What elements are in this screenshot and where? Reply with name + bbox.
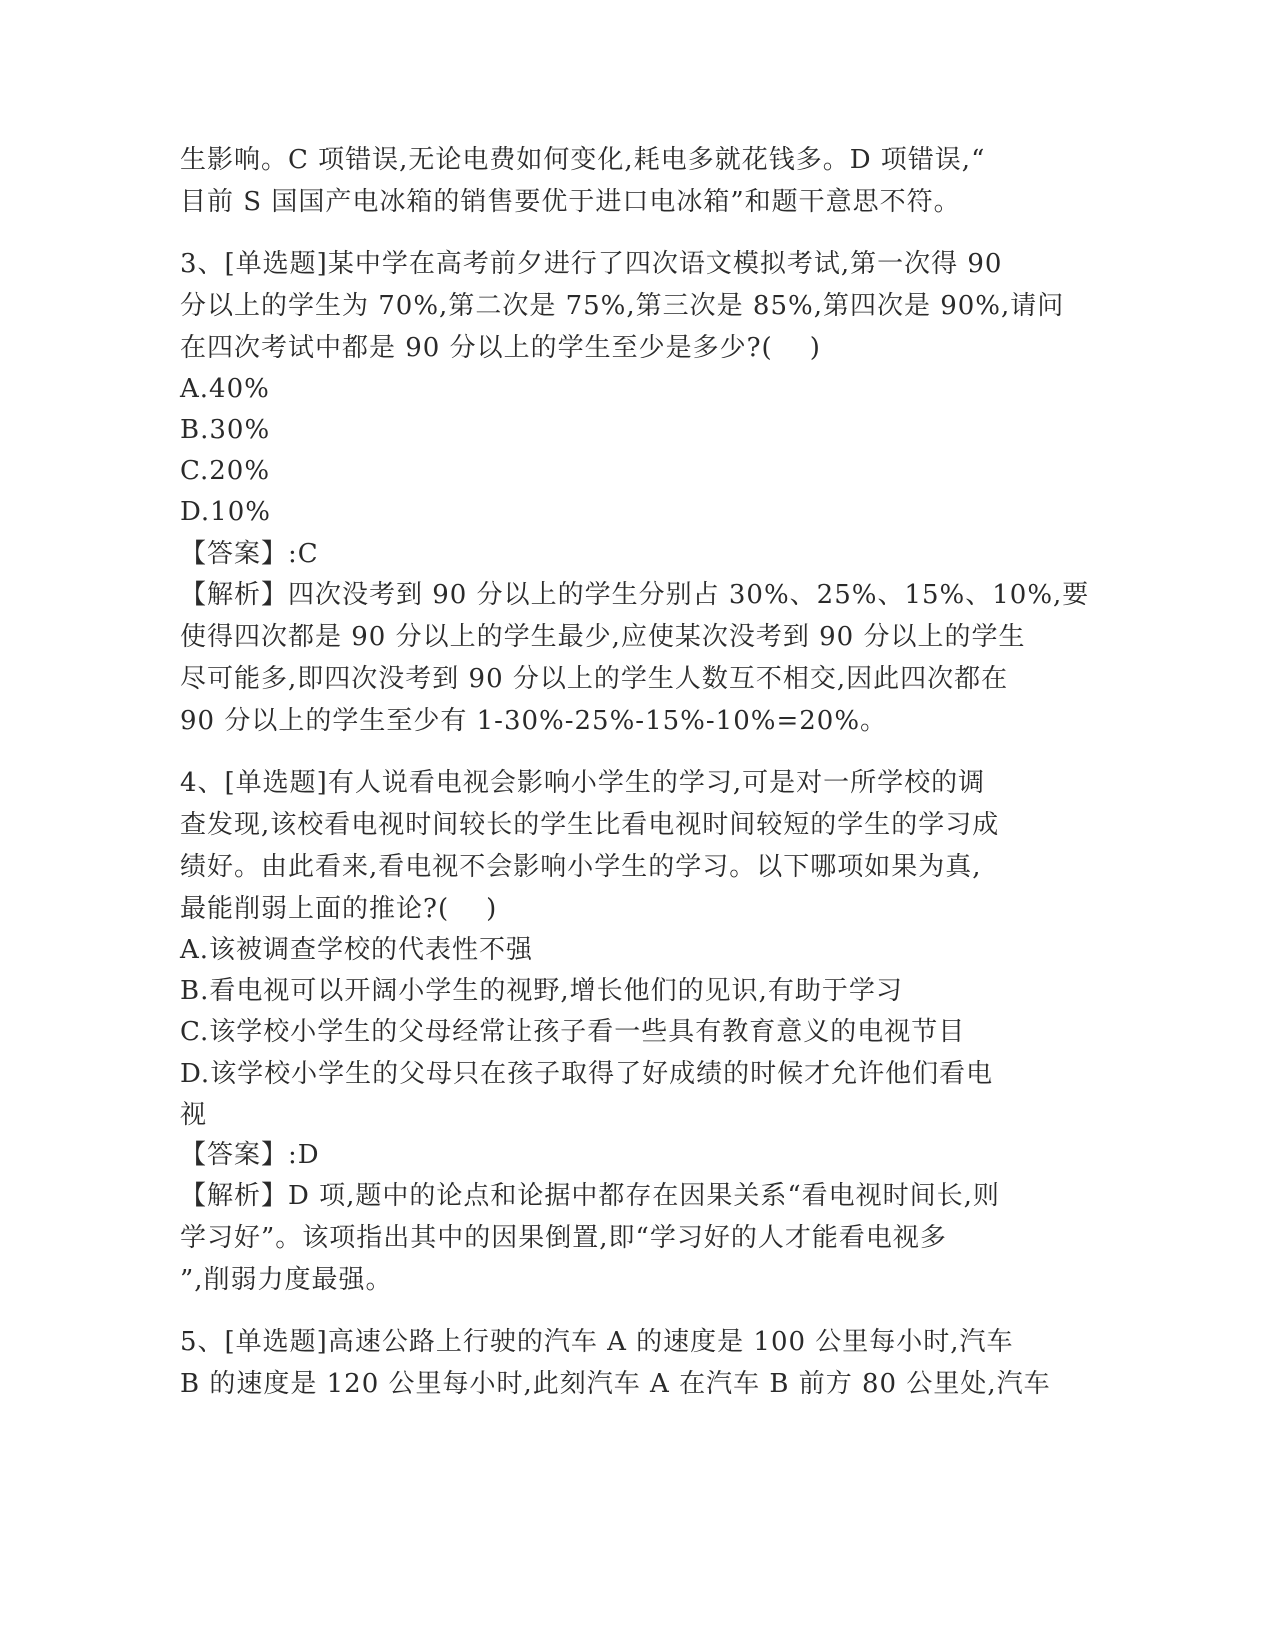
q4-option-d-continued: 视	[180, 1100, 208, 1130]
q4-answer: 【答案】:D	[180, 1140, 320, 1170]
q3-option-c: C.20%	[180, 456, 271, 486]
q3-stem-line: 3、[单选题]某中学在高考前夕进行了四次语文模拟考试,第一次得 90	[180, 249, 1003, 279]
q3-stem-line: 在四次考试中都是 90 分以上的学生至少是多少?( )	[180, 333, 821, 363]
prev-explanation-line: 生影响。C 项错误,无论电费如何变化,耗电多就花钱多。D 项错误,“	[180, 145, 986, 175]
q4-analysis-line: 学习好”。该项指出其中的因果倒置,即“学习好的人才能看电视多	[180, 1223, 947, 1253]
q4-option-b: B.看电视可以开阔小学生的视野,增长他们的见识,有助于学习	[180, 976, 903, 1006]
q4-option-c: C.该学校小学生的父母经常让孩子看一些具有教育意义的电视节目	[180, 1017, 966, 1047]
q4-option-a: A.该被调查学校的代表性不强	[180, 935, 534, 965]
q3-analysis-line: 尽可能多,即四次没考到 90 分以上的学生人数互不相交,因此四次都在	[180, 664, 1009, 694]
q4-option-d: D.该学校小学生的父母只在孩子取得了好成绩的时候才允许他们看电	[180, 1059, 994, 1089]
prev-explanation-line: 目前 S 国国产电冰箱的销售要优于进口电冰箱”和题干意思不符。	[180, 187, 961, 217]
q3-analysis-line: 使得四次都是 90 分以上的学生最少,应使某次没考到 90 分以上的学生	[180, 622, 1026, 652]
q3-option-a: A.40%	[180, 374, 270, 404]
q3-analysis-line: 【解析】四次没考到 90 分以上的学生分别占 30%、25%、15%、10%,要	[180, 580, 1090, 610]
q3-analysis-line: 90 分以上的学生至少有 1-30%-25%-15%-10%=20%。	[180, 706, 888, 736]
q4-stem-line: 4、[单选题]有人说看电视会影响小学生的学习,可是对一所学校的调	[180, 768, 986, 798]
q3-option-b: B.30%	[180, 415, 271, 445]
q5-stem-line: 5、[单选题]高速公路上行驶的汽车 A 的速度是 100 公里每小时,汽车	[180, 1327, 1014, 1357]
q4-analysis-line: ”,削弱力度最强。	[180, 1265, 393, 1295]
q4-stem-line: 绩好。由此看来,看电视不会影响小学生的学习。以下哪项如果为真,	[180, 852, 982, 882]
q3-answer: 【答案】:C	[180, 539, 319, 569]
q4-stem-line: 查发现,该校看电视时间较长的学生比看电视时间较短的学生的学习成	[180, 810, 1000, 840]
q3-stem-line: 分以上的学生为 70%,第二次是 75%,第三次是 85%,第四次是 90%,请问	[180, 291, 1065, 321]
q5-stem-line: B 的速度是 120 公里每小时,此刻汽车 A 在汽车 B 前方 80 公里处,汽车	[180, 1369, 1051, 1399]
q4-stem-line: 最能削弱上面的推论?( )	[180, 894, 498, 924]
q3-option-d: D.10%	[180, 497, 271, 527]
q4-analysis-line: 【解析】D 项,题中的论点和论据中都存在因果关系“看电视时间长,则	[180, 1181, 1000, 1211]
